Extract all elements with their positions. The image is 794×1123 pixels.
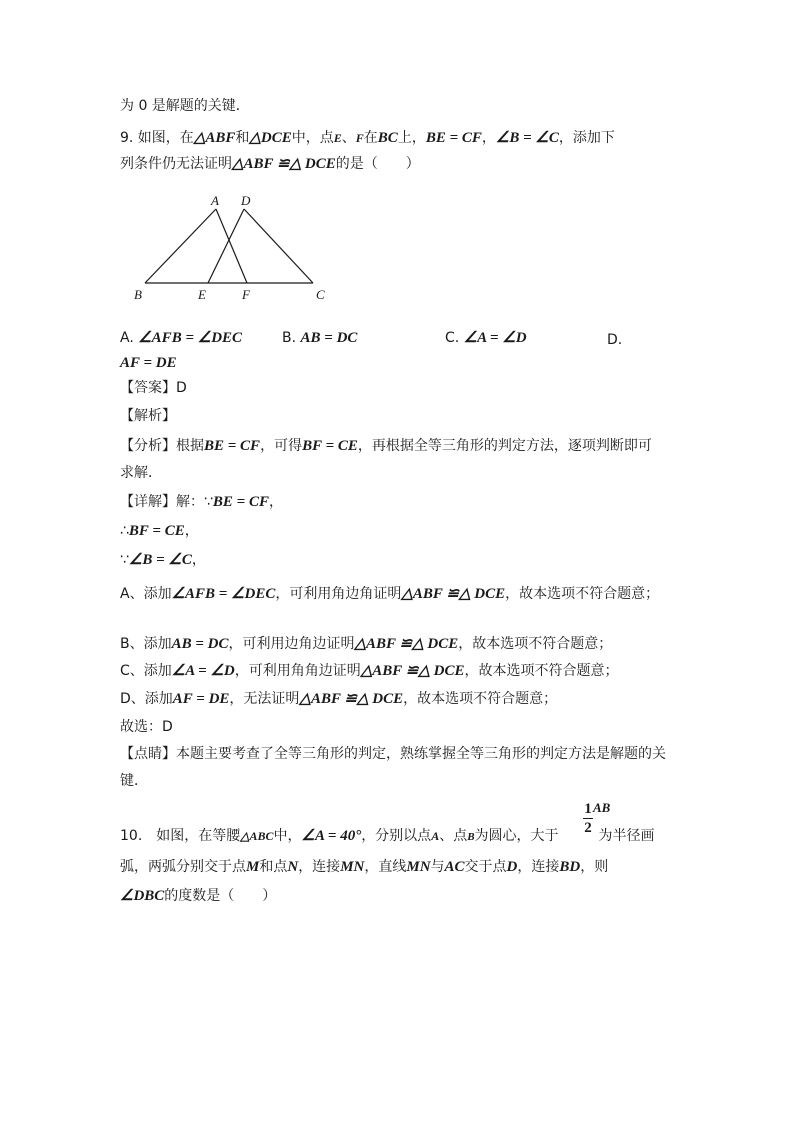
q9-detail-line1: 【详解】解：∵BE = CF， xyxy=(120,494,283,510)
q9-analysis-title: 【解析】 xyxy=(120,408,176,424)
q9-item-d: D、添加AF = DE，无法证明△ABF ≌△ DCE，故本选项不符合题意； xyxy=(120,691,558,707)
previous-answer-ending: 为 0 是解题的关键． xyxy=(120,98,250,114)
q9-item-b: B、添加AB = DC，可利用边角边证明△ABF ≌△ DCE，故本选项不符合题意； xyxy=(120,636,613,652)
q9-option-d-tag: D. xyxy=(607,332,623,348)
q9-fenxi-line1: 【分析】根据BE = CF，可得BF = CE，再根据全等三角形的判定方法，逐项判断即可 xyxy=(120,438,652,454)
q9-option-d-expr: AF = DE xyxy=(120,355,177,371)
q9-stem-line2: 列条件仍无法证明△ABF ≌△ DCE的是（ ） xyxy=(120,156,420,172)
q9-item-a: A、添加∠AFB = ∠DEC，可利用角边角证明△ABF ≌△ DCE，故本选项不符合题意； xyxy=(120,586,660,602)
q9-dianjing-line1: 【点睛】本题主要考查了全等三角形的判定，熟练掌握全等三角形的判定方法是解题的关 xyxy=(120,746,666,762)
q10-stem-line1: 10. 如图，在等腰△ABC中，∠A = 40°，分别以点A、点B为圆心，大于 为半径画 xyxy=(120,828,655,844)
q9-choose: 故选：D xyxy=(120,719,173,735)
q9-option-c: C. ∠A = ∠D xyxy=(445,330,527,346)
label-b: B xyxy=(134,287,142,302)
segment-ab xyxy=(145,209,216,283)
q10-stem-line3: ∠DBC的度数是（ ） xyxy=(120,888,277,904)
label-a: A xyxy=(211,193,219,208)
q9-option-b: B. AB = DC xyxy=(282,330,358,346)
segment-dc xyxy=(244,209,313,283)
q9-detail-line3: ∵∠B = ∠C， xyxy=(120,552,206,568)
q9-stem-line1: 9. 如图，在△ABF和△DCE中，点E、F在BC上，BE = CF，∠B = ∠C，添加下 xyxy=(120,130,615,146)
q9-fenxi-line2: 求解． xyxy=(120,465,162,481)
segment-af xyxy=(216,209,247,283)
q9-detail-line2: ∴BF = CE， xyxy=(120,523,199,539)
q10-stem-line2: 弧，两弧分别交于点M和点N，连接MN，直线MN与AC交于点D，连接BD，则 xyxy=(120,859,609,875)
label-f: F xyxy=(242,287,250,302)
q9-option-a: A. ∠AFB = ∠DEC xyxy=(120,330,243,346)
label-e: E xyxy=(198,287,206,302)
q9-answer: 【答案】D xyxy=(120,380,187,396)
segment-ed xyxy=(208,209,244,283)
q10-fraction: $\frac{1}{2}$ AB xyxy=(584,799,611,836)
label-d: D xyxy=(241,193,251,208)
q9-dianjing-line2: 键． xyxy=(120,773,148,789)
label-c: C xyxy=(316,287,325,302)
q9-triangle-figure xyxy=(125,192,340,307)
q9-item-c: C、添加∠A = ∠D，可利用角角边证明△ABF ≌△ DCE，故本选项不符合题意； xyxy=(120,663,619,679)
